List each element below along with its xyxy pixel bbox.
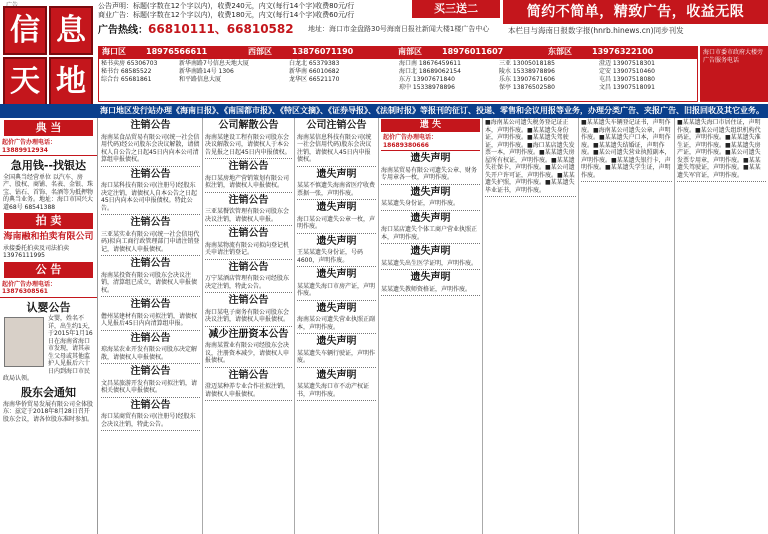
notice-title: 遗失声明 [410, 272, 451, 284]
district-phone: 18976566611 [146, 47, 208, 56]
notice-item [205, 159, 292, 193]
notice-title: 注销公告 [130, 366, 171, 377]
notice-body: 海南某物流有限公司拟向登记机关申请注销登记。 [205, 241, 290, 256]
contact-cell: 秘书台 68585522 [101, 68, 152, 75]
baby-photo [4, 317, 44, 367]
district-phone: 13876071190 [292, 47, 354, 56]
notice-column-4 [379, 118, 483, 534]
notice-body: 海南某投资有限公司股东会决议注销，清算组已成立，请债权人申报债权。 [101, 271, 198, 294]
contact-cell: 陵水 15338978896 [499, 68, 555, 75]
notice-title: 注销公告 [228, 161, 269, 172]
notice-title: 注销公告 [228, 261, 269, 273]
notice-item [297, 334, 376, 368]
notice-body: 某某遗失海口市不动产权证书，声明作废。 [297, 383, 370, 398]
notice-title: 注销公告 [130, 399, 171, 411]
section-auction-header: 拍 卖 [4, 213, 93, 229]
district-phone: 13976322100 [592, 47, 654, 56]
notice-column-2 [203, 118, 295, 534]
contact-cell: 新华南路14号 1306 [179, 68, 234, 75]
hotline-label: 广告热线： [98, 25, 148, 36]
logo-char: 信 [3, 6, 47, 55]
contact-cell: 琼中 15338978896 [399, 84, 455, 91]
notice-body: 海南某食品贸易有限公司(统一社会信用代码)经公司股东会决议解散，请债权人自公告之日起45日内向本公司清算组申报债权。 [101, 133, 200, 163]
notice-item [101, 398, 200, 432]
qr-box [700, 46, 768, 102]
contact-cell: 综合台 65681861 [101, 76, 152, 83]
district-name: 南部区 [398, 47, 422, 56]
contact-cell: 海口南 18676459611 [399, 60, 461, 67]
notice-body: 海南某置业有限公司经股东会决议，注册资本减少，请债权人申报债权。 [205, 342, 290, 364]
found-baby-text: 女婴，姓名不详，出生约1天，于2015年1月16日在海南省海口市发现，请其亲生父母或其他监护人见报后六十日内到海口市民政局认领。 [3, 315, 94, 383]
notice-title: 注销公告 [130, 168, 171, 180]
slogan: 简约不简单，精致广告，收益无限 [503, 0, 768, 24]
notice-item [297, 167, 376, 201]
notice-item [101, 297, 200, 331]
notice-column-7 [675, 118, 768, 534]
contact-cell: 龙华区 66521170 [289, 76, 340, 83]
notice-item [297, 234, 376, 268]
notice-body: 文昌某旅游开发有限公司拟注销，请相关债权人申报债权。 [101, 379, 198, 394]
notice-body: 三亚某实业有限公司(统一社会信用代码)拟向工商行政管理部门申请注销登记，请债权人申报债权。 [101, 230, 200, 253]
notice-title: 注销公告 [228, 295, 269, 306]
contact-cell: 定安 13907510460 [599, 68, 655, 75]
contact-cell: 新华南路7号信息天地大厦 [179, 60, 249, 67]
notice-body: 王某某遗失身份证，号码4600，声明作废。 [297, 249, 364, 264]
notice-column-3 [295, 118, 379, 534]
notice-body: 海南某公司遗失营业执照正副本，声明作废。 [297, 316, 376, 331]
contact-cell: 三亚 13005018185 [499, 60, 555, 67]
notice-item [381, 244, 480, 270]
district-name: 海口区 [102, 47, 126, 56]
notice-body: 海口某科技有限公司(注册号)经股东决定注销，请债权人自本公告之日起45日内向本公司申报债权。特此公告。 [101, 182, 198, 212]
notice-item [205, 226, 292, 260]
notice-item [101, 167, 200, 216]
notice-title: 注销公告 [130, 120, 171, 131]
notice-body: 海口某电子商务有限公司股东会决议注销，请债权人申报债权。 [205, 308, 290, 323]
contact-cell: 白龙北 65379383 [289, 60, 340, 67]
ad-phone: 起价广告办理电话：13876308561 [0, 280, 97, 298]
contact-cell: 秘书卖房 65306703 [101, 60, 158, 67]
ad-phone: 起价广告办理电话：13889912934 [0, 138, 97, 156]
notice-body: 琼海某农业开发有限公司股东决定解散，请债权人申报债权。 [101, 346, 198, 361]
section-notice-header: 公 告 [4, 262, 93, 278]
contact-cell: 澄迈 13907518301 [599, 60, 655, 67]
notice-item [205, 293, 292, 327]
address: 地址：海口市金盘路30号海南日报社新闻大楼1楼广告中心 [308, 25, 490, 33]
notice-item [101, 118, 200, 167]
notice-title: 注销公告 [130, 332, 171, 344]
pricing-line: 商业广告：标题(字数在12个字以内)，收费180元，内文(每行14个字)收费60元/行 [98, 10, 355, 19]
notice-title: 遗失声明 [410, 153, 451, 165]
notice-body: 海口某公司遗失公章一枚，声明作废。 [297, 215, 376, 230]
notice-item [297, 118, 376, 167]
ad-phone: 起价广告办理电话：18689380666 [381, 133, 480, 151]
notice-body: 某某遗失出生医学证明，声明作废。 [381, 259, 478, 267]
notice-title: 遗失声明 [316, 302, 357, 314]
notice-item [101, 256, 200, 297]
notice-item [297, 368, 376, 402]
logo-char: 天 [3, 57, 47, 106]
left-column [0, 118, 98, 534]
brief-notices: ■某某遗失海口市居住证，声明作废。■某公司遗失组织机构代码证，声明作废。■某某遗失准生证，声明作废。■某某遗失房产证，声明作废。■某公司遗失发票专用章，声明作废。■某某遗失驾驶证，声明作废。■某某遗失军官证，声明作废。 [677, 119, 761, 179]
notice-item [297, 301, 376, 335]
contact-cell: 新华南 66010682 [289, 68, 340, 75]
contact-cell: 保亭 13876502580 [499, 84, 555, 91]
contact-cell: 海口北 18689062154 [399, 68, 461, 75]
notice-item [205, 327, 292, 368]
notice-body: 某某不慎遗失海南省医疗收费票据一张，声明作废。 [297, 182, 376, 197]
notice-body: 某某遗失海口市房产证，声明作废。 [297, 282, 376, 297]
notice-column-5 [483, 118, 579, 534]
notice-body: 某某遗失教师资格证，声明作废。 [381, 285, 472, 293]
notice-body: 海口某店遗失个体工商户营业执照正本，声明作废。 [381, 226, 478, 241]
notice-item [297, 267, 376, 301]
notice-body: 澄迈某种养专业合作社拟注销，请债权人申报债权。 [205, 383, 290, 398]
district-phone: 18976011607 [442, 47, 504, 56]
logo-char: 息 [49, 6, 93, 55]
notice-body: 某某遗失车辆行驶证，声明作废。 [297, 349, 376, 364]
notice-title: 遗失声明 [316, 369, 357, 381]
notice-item [381, 270, 480, 296]
notice-item [205, 193, 292, 227]
notice-body: 海南某贸易有限公司遗失公章、财务专用章各一枚，声明作废。 [381, 166, 478, 182]
notice-item [101, 215, 200, 256]
notice-title: 注销公告 [130, 258, 171, 269]
shareholder-heading: 股东会通知 [21, 385, 76, 399]
notice-body: 万宁某酒店管理有限公司经股东决定注销，特此公告。 [205, 275, 290, 290]
pricing-line: 公告声明：标题(字数在12个字以内)，收费240元，内文(每行14个字)收费80元/行 [98, 2, 355, 10]
notice-body: 儋州某建材有限公司拟注销，请债权人见报后45日内向清算组申报。 [101, 312, 198, 327]
notice-item [381, 151, 480, 185]
pricing-info [98, 2, 354, 20]
shareholder-text: 海南华侨贸易发展有限公司全体股东：兹定于2018年8月28日召开股东会议，请各位股东准时参加。 [3, 400, 94, 423]
notice-item [101, 364, 200, 398]
notice-body: 海南某建设工程有限公司股东会决议解散公司，请债权人于本公告见报之日起45日内申报债权。 [205, 133, 291, 156]
notice-title: 减少注册资本公告 [208, 328, 289, 340]
notice-item [381, 185, 480, 211]
notice-item [205, 260, 292, 294]
qr-caption: 海口市委市政府大楼旁广告服务电话 [703, 49, 764, 64]
notice-title: 遗失声明 [316, 269, 357, 280]
contact-cell: 和平路信息大厦 [179, 76, 222, 83]
weibo-note: 本栏目与海南日报数字报(hnrb.hinews.cn)同步刊发 [508, 26, 684, 35]
district-bar [98, 46, 698, 58]
newspaper-logo [3, 6, 93, 106]
notice-body: 海口某商贸有限公司(注册号)经股东会决议注销，特此公告。 [101, 413, 196, 428]
notice-title: 遗失声明 [316, 202, 357, 213]
auction-company: 海南融和拍卖有限公司 [3, 232, 94, 243]
contact-cell: 文昌 13907518091 [599, 84, 655, 91]
lost-tag: 遗 失 [381, 119, 480, 132]
notice-title: 遗失声明 [316, 168, 357, 180]
notice-title: 遗失声明 [316, 235, 357, 247]
notice-title: 遗失声明 [410, 186, 451, 198]
found-baby-heading: 认婴公告 [26, 300, 71, 314]
notice-title: 公司解散公告 [218, 120, 279, 131]
notice-title: 公司注销公告 [306, 120, 367, 131]
header-info [98, 0, 768, 46]
notice-title: 遗失声明 [316, 336, 357, 347]
district-name: 东部区 [548, 47, 572, 56]
notice-title: 注销公告 [130, 299, 171, 310]
hotline-numbers: 66810111、66810582 [148, 22, 294, 36]
notice-title: 注销公告 [130, 217, 171, 228]
loan-text: 全国典当经营单位 以汽车、房产、股权、商铺、名表、金银、珠宝、钻石、首饰、名酒等为抵押物的典当业务。地址：海口市国兴大道68号 68541388 [3, 173, 94, 211]
logo-char: 地 [49, 57, 93, 106]
notice-body: 三亚某餐饮管理有限公司股东会决议注销，请债权人申报。 [205, 208, 290, 223]
notice-item [101, 331, 200, 365]
notice-title: 注销公告 [228, 228, 269, 239]
notice-body: 某某遗失身份证，声明作废。 [381, 200, 460, 208]
notice-column-1 [99, 118, 203, 534]
auction-tel: 承接委托拍卖及司法拍卖 13976111995 [3, 244, 70, 259]
distribution-banner: 海口地区发行站办理《海南日报》、《南国都市报》、《特区文摘》、《证券导报》、《法制时报》等报刊的征订、投递、零售和会议用报等业务，办理分类广告、夹报广告、旧报回收及其它业务。 [0, 104, 768, 118]
notice-body: 海口某房地产营销策划有限公司拟注销，请债权人申报债权。 [205, 174, 290, 189]
contact-cell: 乐东 13907671606 [499, 76, 555, 83]
contact-cell: 屯昌 13907518080 [599, 76, 655, 83]
notice-title: 遗失声明 [410, 246, 451, 258]
notice-item [297, 200, 376, 234]
notice-title: 注销公告 [228, 194, 269, 206]
notice-column-6 [579, 118, 675, 534]
notice-title: 遗失声明 [410, 212, 451, 224]
brief-notices: ■某某遗失车辆登记证书，声明作废。■海南某公司遗失公章，声明作废。■某某遗失户口本，声明作废。■某某遗失结婚证，声明作废。■某公司遗失营业执照副本，声明作废。■某某遗失银行卡，声明作废。■某某遗失学生证，声明作废。 [581, 119, 671, 179]
notice-item [205, 118, 292, 159]
contact-cell: 东方 13907671840 [399, 76, 455, 83]
promo-badge: 买三送二 [412, 0, 500, 18]
loan-heading: 急用钱--找银达 [10, 159, 87, 172]
section-pawn-header: 典 当 [4, 120, 93, 136]
notice-item [381, 211, 480, 245]
contact-table [98, 58, 698, 102]
notice-title: 注销公告 [228, 369, 269, 381]
hotline [98, 22, 294, 38]
district-name: 西部区 [248, 47, 272, 56]
brief-notices: ■海南某公司遗失税务登记证正本，声明作废。■某某遗失身份证，声明作废。■某某遗失驾驶证，声明作废。■海口某店遗失发票一本，声明作废。■某某遗失房屋所有权证，声明作废。■某某遗失社保卡，声明作废。■某公司遗失开户许可证，声明作废。■某某遗失护照，声明作废。■某某遗失毕业证书，声明作废。 [485, 119, 575, 194]
notice-item [205, 368, 292, 402]
notice-body: 海南某信息科技有限公司(统一社会信用代码)股东会决议注销，请债权人45日内申报债权。 [297, 133, 372, 163]
